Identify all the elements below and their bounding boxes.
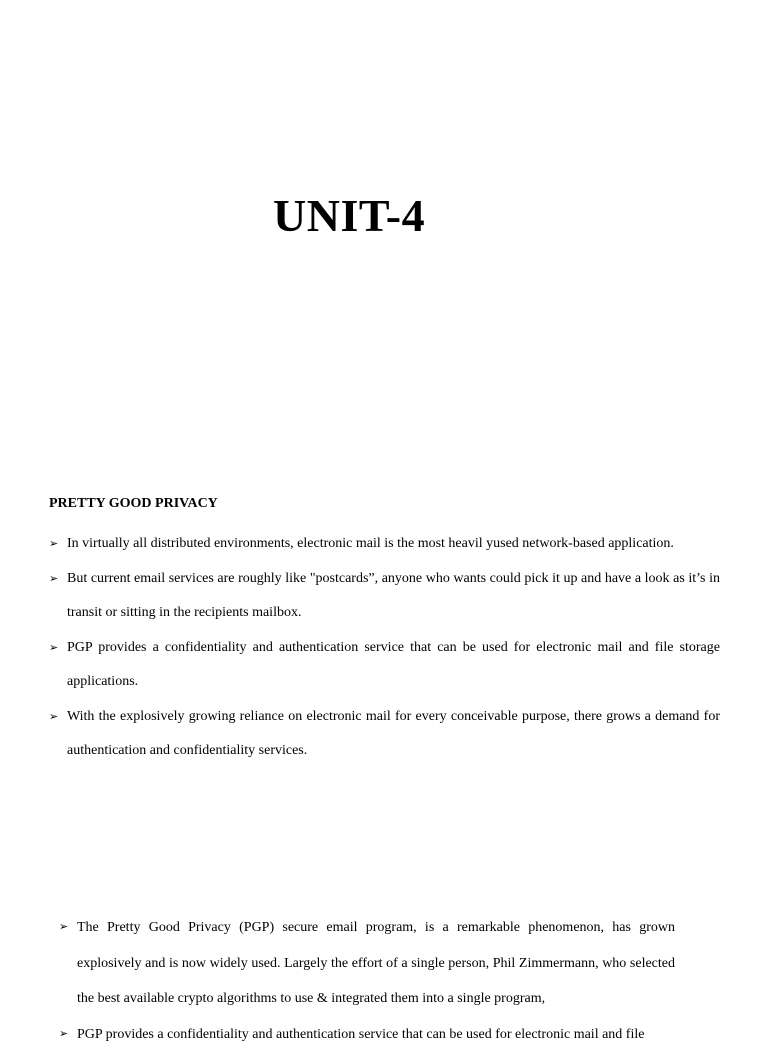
bullet-text: The Pretty Good Privacy (PGP) secure email program, is a remarkable phenomenon, has grown explosively and is now widely used. Largely the effort of a single person, Phil Zimmermann, who selected the best available crypto algorithms to use & integrated them into a single program, (77, 920, 675, 1006)
bullet-text: In virtually all distributed environments, electronic mail is the most heavil yused network-based application. (67, 536, 674, 551)
list-item (49, 631, 720, 700)
arrow-bullet-icon: ➢ (49, 631, 58, 666)
list-item (49, 700, 720, 769)
arrow-bullet-icon: ➢ (59, 910, 68, 946)
list-item (59, 910, 675, 1017)
section-heading: PRETTY GOOD PRIVACY (49, 494, 218, 514)
bullet-list-pgp-intro (49, 527, 720, 769)
unit-title: UNIT-4 (273, 188, 425, 244)
bullet-text: PGP provides a confidentiality and authentication service that can be used for electronic mail and file (77, 1027, 644, 1042)
list-item (59, 1017, 675, 1052)
list-item (49, 527, 720, 562)
bullet-text: PGP provides a confidentiality and authentication service that can be used for electronic mail and file storage applications. (67, 640, 720, 690)
arrow-bullet-icon: ➢ (49, 527, 58, 562)
bullet-text: With the explosively growing reliance on electronic mail for every conceivable purpose, there grows a demand for authentication and confidentiality services. (67, 709, 720, 759)
arrow-bullet-icon: ➢ (49, 700, 58, 735)
arrow-bullet-icon: ➢ (59, 1017, 68, 1052)
bullet-list-pgp-details (59, 910, 675, 1052)
list-item (49, 562, 720, 631)
bullet-text: But current email services are roughly like "postcards”, anyone who wants could pick it up and have a look as it’s in transit or sitting in the recipients mailbox. (67, 571, 720, 621)
arrow-bullet-icon: ➢ (49, 562, 58, 597)
